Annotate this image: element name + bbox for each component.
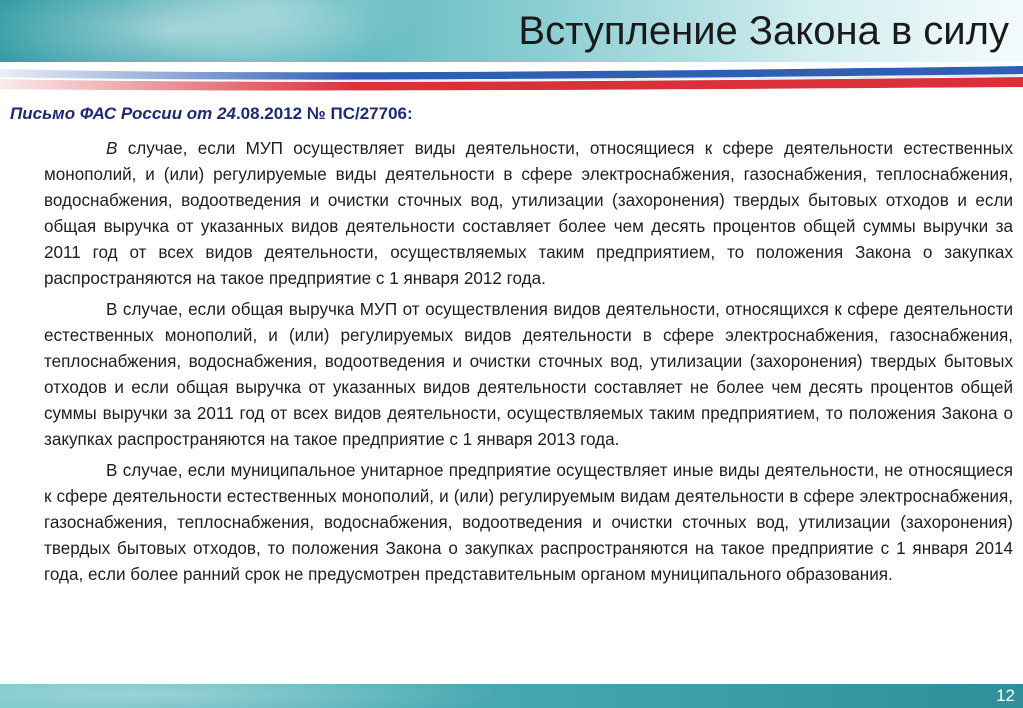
body-text	[44, 136, 1013, 593]
letter-reference-number: .08.2012 № ПС/27706:	[235, 104, 413, 123]
page-number: 12	[996, 686, 1015, 705]
header-glow-secondary	[120, 0, 420, 62]
slide-title: Вступление Закона в силу	[518, 9, 1009, 53]
paragraph-lead-letter: В	[106, 139, 118, 158]
footer-glow	[0, 684, 500, 708]
paragraph-text: В случае, если муниципальное унитарное предприятие осуществляет иные виды деятельности, не относящиеся к сфере деятельности естественных монополий, и (или) регулируемым видам деятельности в сфере электроснабжения, газоснабжения, теплоснабжения, водоснабжения, водоотведения и очистки сточных вод, утилизации (захоронения) твердых бытовых отходов, то положения Закона о закупках распространяются на такое предприятие с 1 января 2014 года, если более ранний срок не предусмотрен представительным органом муниципального образования.	[44, 461, 1013, 584]
content-area	[0, 92, 1023, 684]
paragraph-2013	[44, 297, 1013, 453]
paragraph-2014	[44, 458, 1013, 588]
slide-header	[0, 0, 1023, 62]
letter-reference-heading	[10, 103, 1010, 125]
flag-stripes	[0, 62, 1023, 92]
paragraph-2012	[44, 136, 1013, 292]
paragraph-text: В случае, если общая выручка МУП от осуществления видов деятельности, относящихся к сфере деятельности естественных монополий, и (или) регулируемых видов деятельности в сфере электроснабжения, газоснабжения, теплоснабжения, водоснабжения, водоотведения и очистки сточных вод, утилизации (захоронения) твердых бытовых отходов и если общая выручка от указанных видов деятельности составляет не более чем десять процентов общей суммы выручки за 2011 год от всех видов деятельности, осуществляемых таким предприятием, то положения Закона о закупках распространяются на такое предприятие с 1 января 2013 года.	[44, 300, 1013, 449]
letter-reference-italic: Письмо ФАС России от 24	[10, 104, 236, 123]
slide-footer	[0, 684, 1023, 708]
paragraph-text: случае, если МУП осуществляет виды деятельности, относящиеся к сфере деятельности естественных монополий, и (или) регулируемые виды деятельности в сфере электроснабжения, газоснабжения, теплоснабжения, водоснабжения, водоотведения и очистки сточных вод, утилизации (захоронения) твердых бытовых отходов и если общая выручка от указанных видов деятельности составляет более чем десять процентов общей суммы выручки за 2011 год от всех видов деятельности, осуществляемых таким предприятием, то положения Закона о закупках распространяются на такое предприятие с 1 января 2012 года.	[44, 139, 1013, 288]
